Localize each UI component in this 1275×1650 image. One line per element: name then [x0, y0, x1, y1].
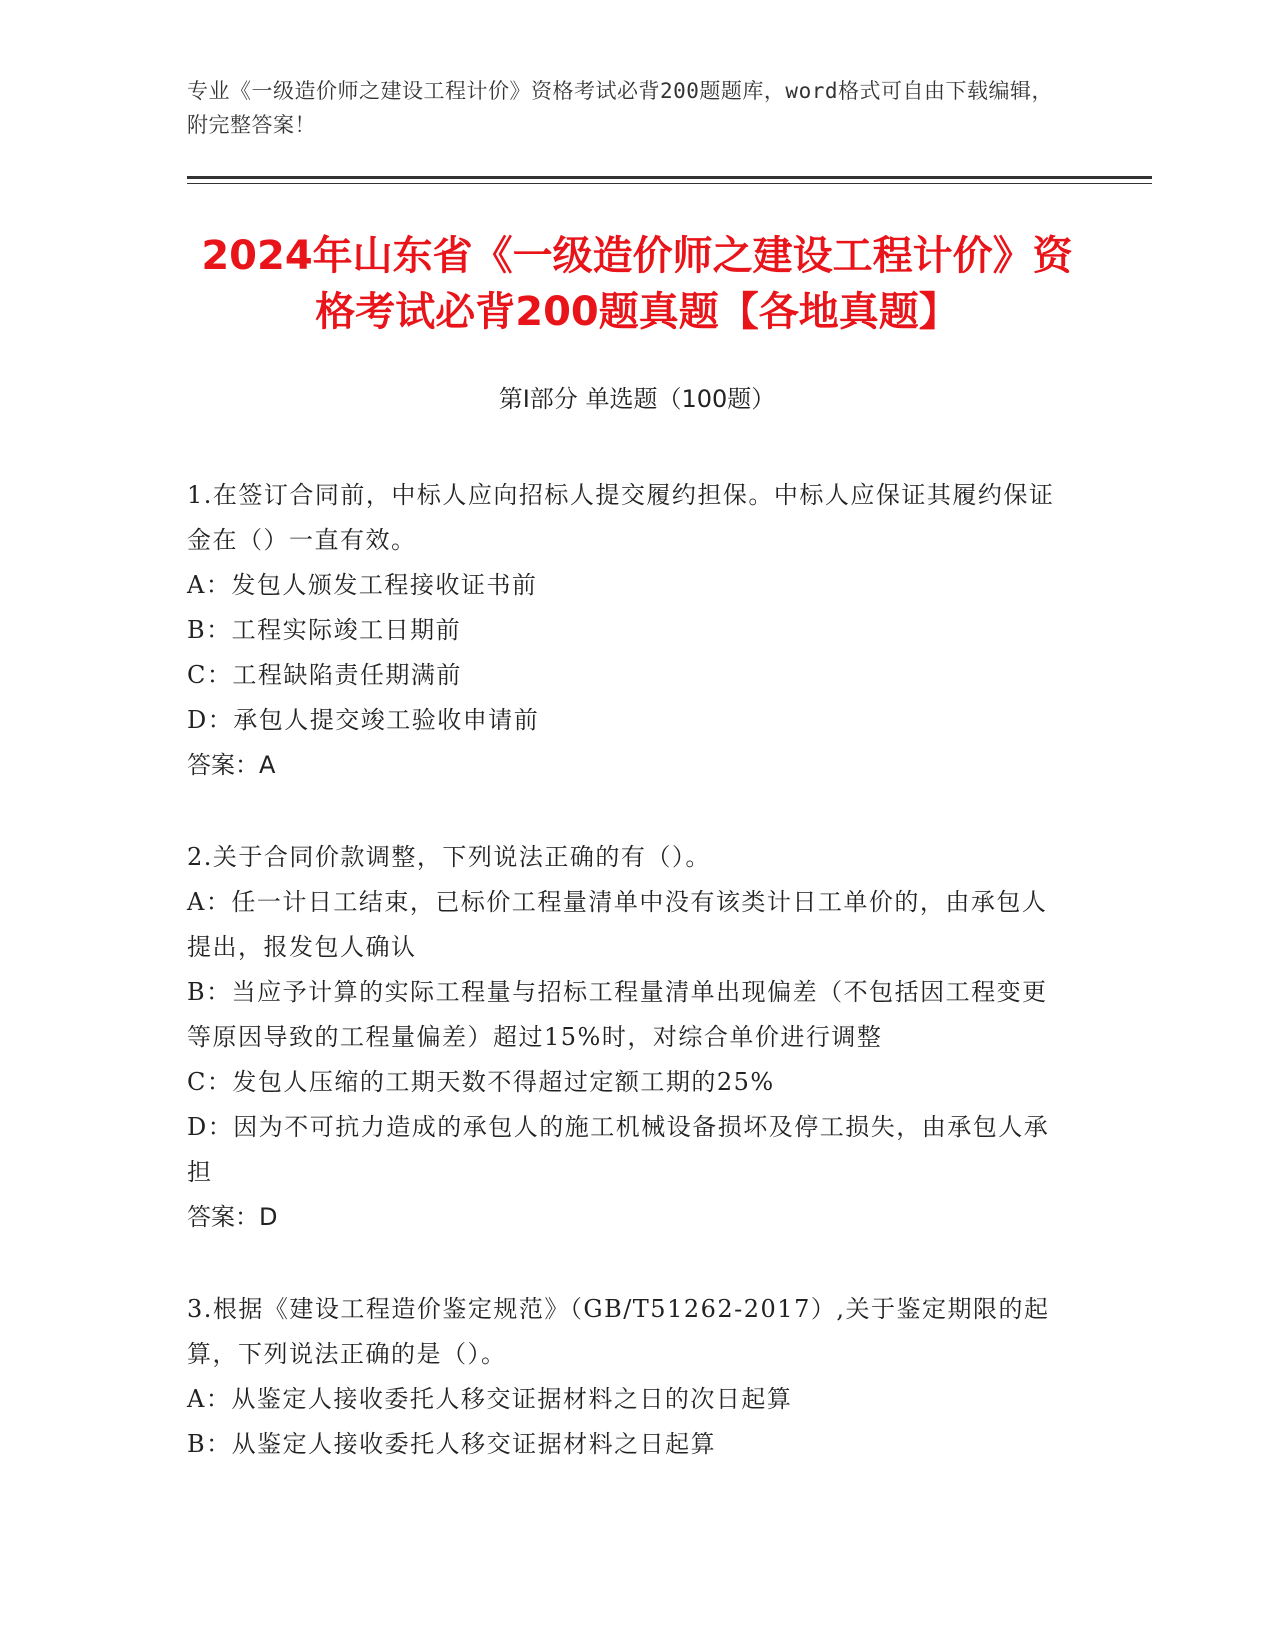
- option-a: A：发包人颁发工程接收证书前: [187, 571, 538, 599]
- question-stem: 2.关于合同价款调整，下列说法正确的有（）。: [187, 843, 711, 871]
- question-1: [187, 473, 1067, 788]
- document-title: 2024年山东省《一级造价师之建设工程计价》资格考试必背200题真题【各地真题】: [201, 233, 1073, 335]
- question-2: [187, 835, 1067, 1240]
- option-d: D：承包人提交竣工验收申请前: [187, 706, 540, 734]
- option-b: B：当应予计算的实际工程量与招标工程量清单出现偏差（不包括因工程变更等原因导致的工程量偏差）超过15%时，对综合单价进行调整: [187, 978, 1048, 1051]
- option-a: A：从鉴定人接收委托人移交证据材料之日的次日起算: [187, 1385, 793, 1413]
- question-stem: 1.在签订合同前，中标人应向招标人提交履约担保。中标人应保证其履约保证金在（）一直有效。: [187, 481, 1055, 554]
- option-c: C：发包人压缩的工期天数不得超过定额工期的25%: [187, 1068, 775, 1096]
- header-rule-thin: [187, 183, 1152, 184]
- option-b: B：工程实际竣工日期前: [187, 616, 462, 644]
- header-note: 专业《一级造价师之建设工程计价》资格考试必背200题题库，word格式可自由下载编辑，附完整答案！: [187, 79, 1053, 137]
- header-rule-thick: [187, 176, 1152, 179]
- section-title: 第I部分 单选题（100题）: [498, 385, 776, 413]
- option-a: A：任一计日工结束，已标价工程量清单中没有该类计日工单价的，由承包人提出，报发包人确认: [187, 888, 1048, 961]
- question-list: [187, 473, 1067, 1514]
- question-stem: 3.根据《建设工程造价鉴定规范》（GB/T51262-2017）,关于鉴定期限的起算，下列说法正确的是（）。: [187, 1295, 1050, 1368]
- question-3: [187, 1287, 1067, 1467]
- answer: 答案：D: [187, 1203, 278, 1231]
- answer: 答案：A: [187, 751, 276, 779]
- option-c: C：工程缺陷责任期满前: [187, 661, 462, 689]
- option-d: D：因为不可抗力造成的承包人的施工机械设备损坏及停工损失，由承包人承担: [187, 1113, 1050, 1186]
- option-b: B：从鉴定人接收委托人移交证据材料之日起算: [187, 1430, 717, 1458]
